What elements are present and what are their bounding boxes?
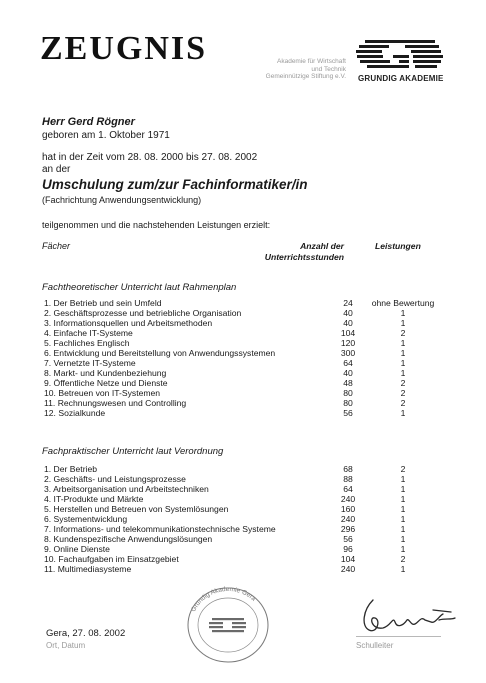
practice-row [44,514,438,524]
subject-grade: 2 [400,398,406,408]
subject-name: 2. Geschäfts- und Leistungsprozesse [44,474,186,484]
theory-row [44,328,438,338]
subject-name: 7. Informations- und telekommunikationstechnische Systeme [44,524,276,534]
at-label: an der [42,164,71,175]
subject-grade: 1 [400,544,406,554]
subject-hours: 240 [340,494,356,504]
theory-row [44,338,438,348]
subject-name: 4. Einfache IT-Systeme [44,328,133,338]
theory-row [44,408,438,418]
practice-row [44,484,438,494]
academy-line: und Technik [311,65,346,73]
subject-grade: 1 [400,408,406,418]
subject-grade: 1 [400,348,406,358]
subject-name: 6. Entwicklung und Bereitstellung von Anwendungssystemen [44,348,276,358]
subject-grade: 1 [400,358,406,368]
subject-hours: 160 [340,504,356,514]
subject-name: 1. Der Betrieb und sein Umfeld [44,298,162,308]
subject-hours: 88 [343,474,353,484]
subject-grade: 1 [400,504,406,514]
subject-hours: 24 [343,298,353,308]
theory-row [44,308,438,318]
practice-row [44,534,438,544]
course-title: Umschulung zum/zur Fachinformatiker/in [42,177,308,192]
place-date: Gera, 27. 08. 2002 [46,628,126,639]
theory-row [44,368,438,378]
hours-header-line: Unterrichtsstunden [264,252,344,262]
brand-name: GRUNDIG AKADEMIE [358,74,444,83]
subject-hours: 64 [343,484,353,494]
subject-name: 6. Systementwicklung [44,514,128,524]
subject-grade: 1 [400,318,406,328]
practice-row [44,544,438,554]
practice-row [44,474,438,484]
subject-hours: 48 [343,378,353,388]
subject-name: 2. Geschäftsprozesse und betriebliche Organisation [44,308,242,318]
svg-text:Grundig Akademie Gera [190,586,257,613]
theory-section-title: Fachtheoretischer Unterricht laut Rahmenplan [42,282,237,293]
subject-name: 5. Fachliches Englisch [44,338,130,348]
subject-hours: 240 [340,514,356,524]
subject-name: 7. Vernetzte IT-Systeme [44,358,136,368]
theory-list [44,298,438,418]
signer-label: Schulleiter [356,641,394,650]
subject-hours: 80 [343,398,353,408]
subject-hours: 104 [340,554,356,564]
hours-header-line: Anzahl der [300,241,344,251]
subject-grade: 1 [400,524,406,534]
subject-hours: 40 [343,318,353,328]
subject-name: 4. IT-Produkte und Märkte [44,494,144,504]
subject-grade: 1 [400,308,406,318]
subject-grade: 2 [400,464,406,474]
academy-stamp [182,585,274,670]
subject-hours: 120 [340,338,356,348]
subject-grade: 1 [400,564,406,574]
subject-grade: 1 [400,368,406,378]
subject-grade: 1 [400,494,406,504]
practice-section-title: Fachpraktischer Unterricht laut Verordnung [42,446,224,457]
subject-name: 3. Arbeitsorganisation und Arbeitstechniken [44,484,209,494]
signature-line [356,636,441,637]
practice-row [44,524,438,534]
subject-grade: 1 [400,534,406,544]
subject-grade: 1 [400,514,406,524]
subject-name: 3. Informationsquellen und Arbeitsmethoden [44,318,213,328]
academy-line: Akademie für Wirtschaft [277,58,346,65]
hours-header [250,241,344,263]
subject-name: 8. Kundenspezifische Anwendungslösungen [44,534,213,544]
theory-row [44,388,438,398]
subject-grade: 2 [400,388,406,398]
subject-hours: 64 [343,358,353,368]
subject-grade: 1 [400,338,406,348]
practice-row [44,464,438,474]
academy-line: Gemeinnützige Stiftung e.V. [265,73,346,80]
subject-hours: 56 [343,534,353,544]
subject-name: 11. Rechnungswesen und Controlling [44,398,187,408]
birth-date: geboren am 1. Oktober 1971 [42,130,170,141]
subject-name: 1. Der Betrieb [44,464,98,474]
subject-hours: 40 [343,308,353,318]
subject-name: 11. Multimediasysteme [44,564,132,574]
practice-row [44,494,438,504]
subject-grade: 2 [400,328,406,338]
theory-row [44,348,438,358]
subject-grade: 2 [400,378,406,388]
theory-row [44,318,438,328]
theory-row [44,358,438,368]
subject-hours: 104 [340,328,356,338]
theory-row [44,398,438,408]
subject-name: 9. Öffentliche Netze und Dienste [44,378,168,388]
subject-hours: 240 [340,564,356,574]
theory-row [44,378,438,388]
subject-hours: 80 [343,388,353,398]
academy-address [240,58,346,81]
subject-name: 8. Markt- und Kundenbeziehung [44,368,167,378]
practice-row [44,504,438,514]
subject-name: 12. Sozialkunde [44,408,106,418]
grades-header: Leistungen [375,241,421,251]
subject-grade: 2 [400,554,406,564]
participation-text: teilgenommen und die nachstehenden Leistungen erzielt: [42,220,271,230]
subject-grade: ohne Bewertung [371,298,435,308]
period: hat in der Zeit vom 28. 08. 2000 bis 27. 08. 2002 [42,152,258,163]
subject-hours: 68 [343,464,353,474]
course-subtitle: (Fachrichtung Anwendungsentwicklung) [42,195,202,205]
subject-name: 10. Betreuen von IT-Systemen [44,388,161,398]
subject-grade: 1 [400,484,406,494]
subjects-header: Fächer [42,241,71,251]
subject-hours: 300 [340,348,356,358]
subject-hours: 40 [343,368,353,378]
subject-hours: 96 [343,544,353,554]
grundig-logo-icon [355,37,447,76]
place-date-label: Ort, Datum [46,641,86,650]
practice-row [44,554,438,564]
stamp-text: Grundig Akademie Gera [190,585,257,614]
practice-list [44,464,438,574]
practice-row [44,564,438,574]
subject-name: 9. Online Dienste [44,544,110,554]
subject-name: 10. Fachaufgaben im Einsatzgebiet [44,554,179,564]
person-name: Herr Gerd Rögner [42,116,135,128]
subject-name: 5. Herstellen und Betreuen von Systemlösungen [44,504,229,514]
document-title: ZEUGNIS [40,30,208,67]
subject-hours: 56 [343,408,353,418]
subject-grade: 1 [400,474,406,484]
theory-row [44,298,438,308]
subject-hours: 296 [340,524,356,534]
